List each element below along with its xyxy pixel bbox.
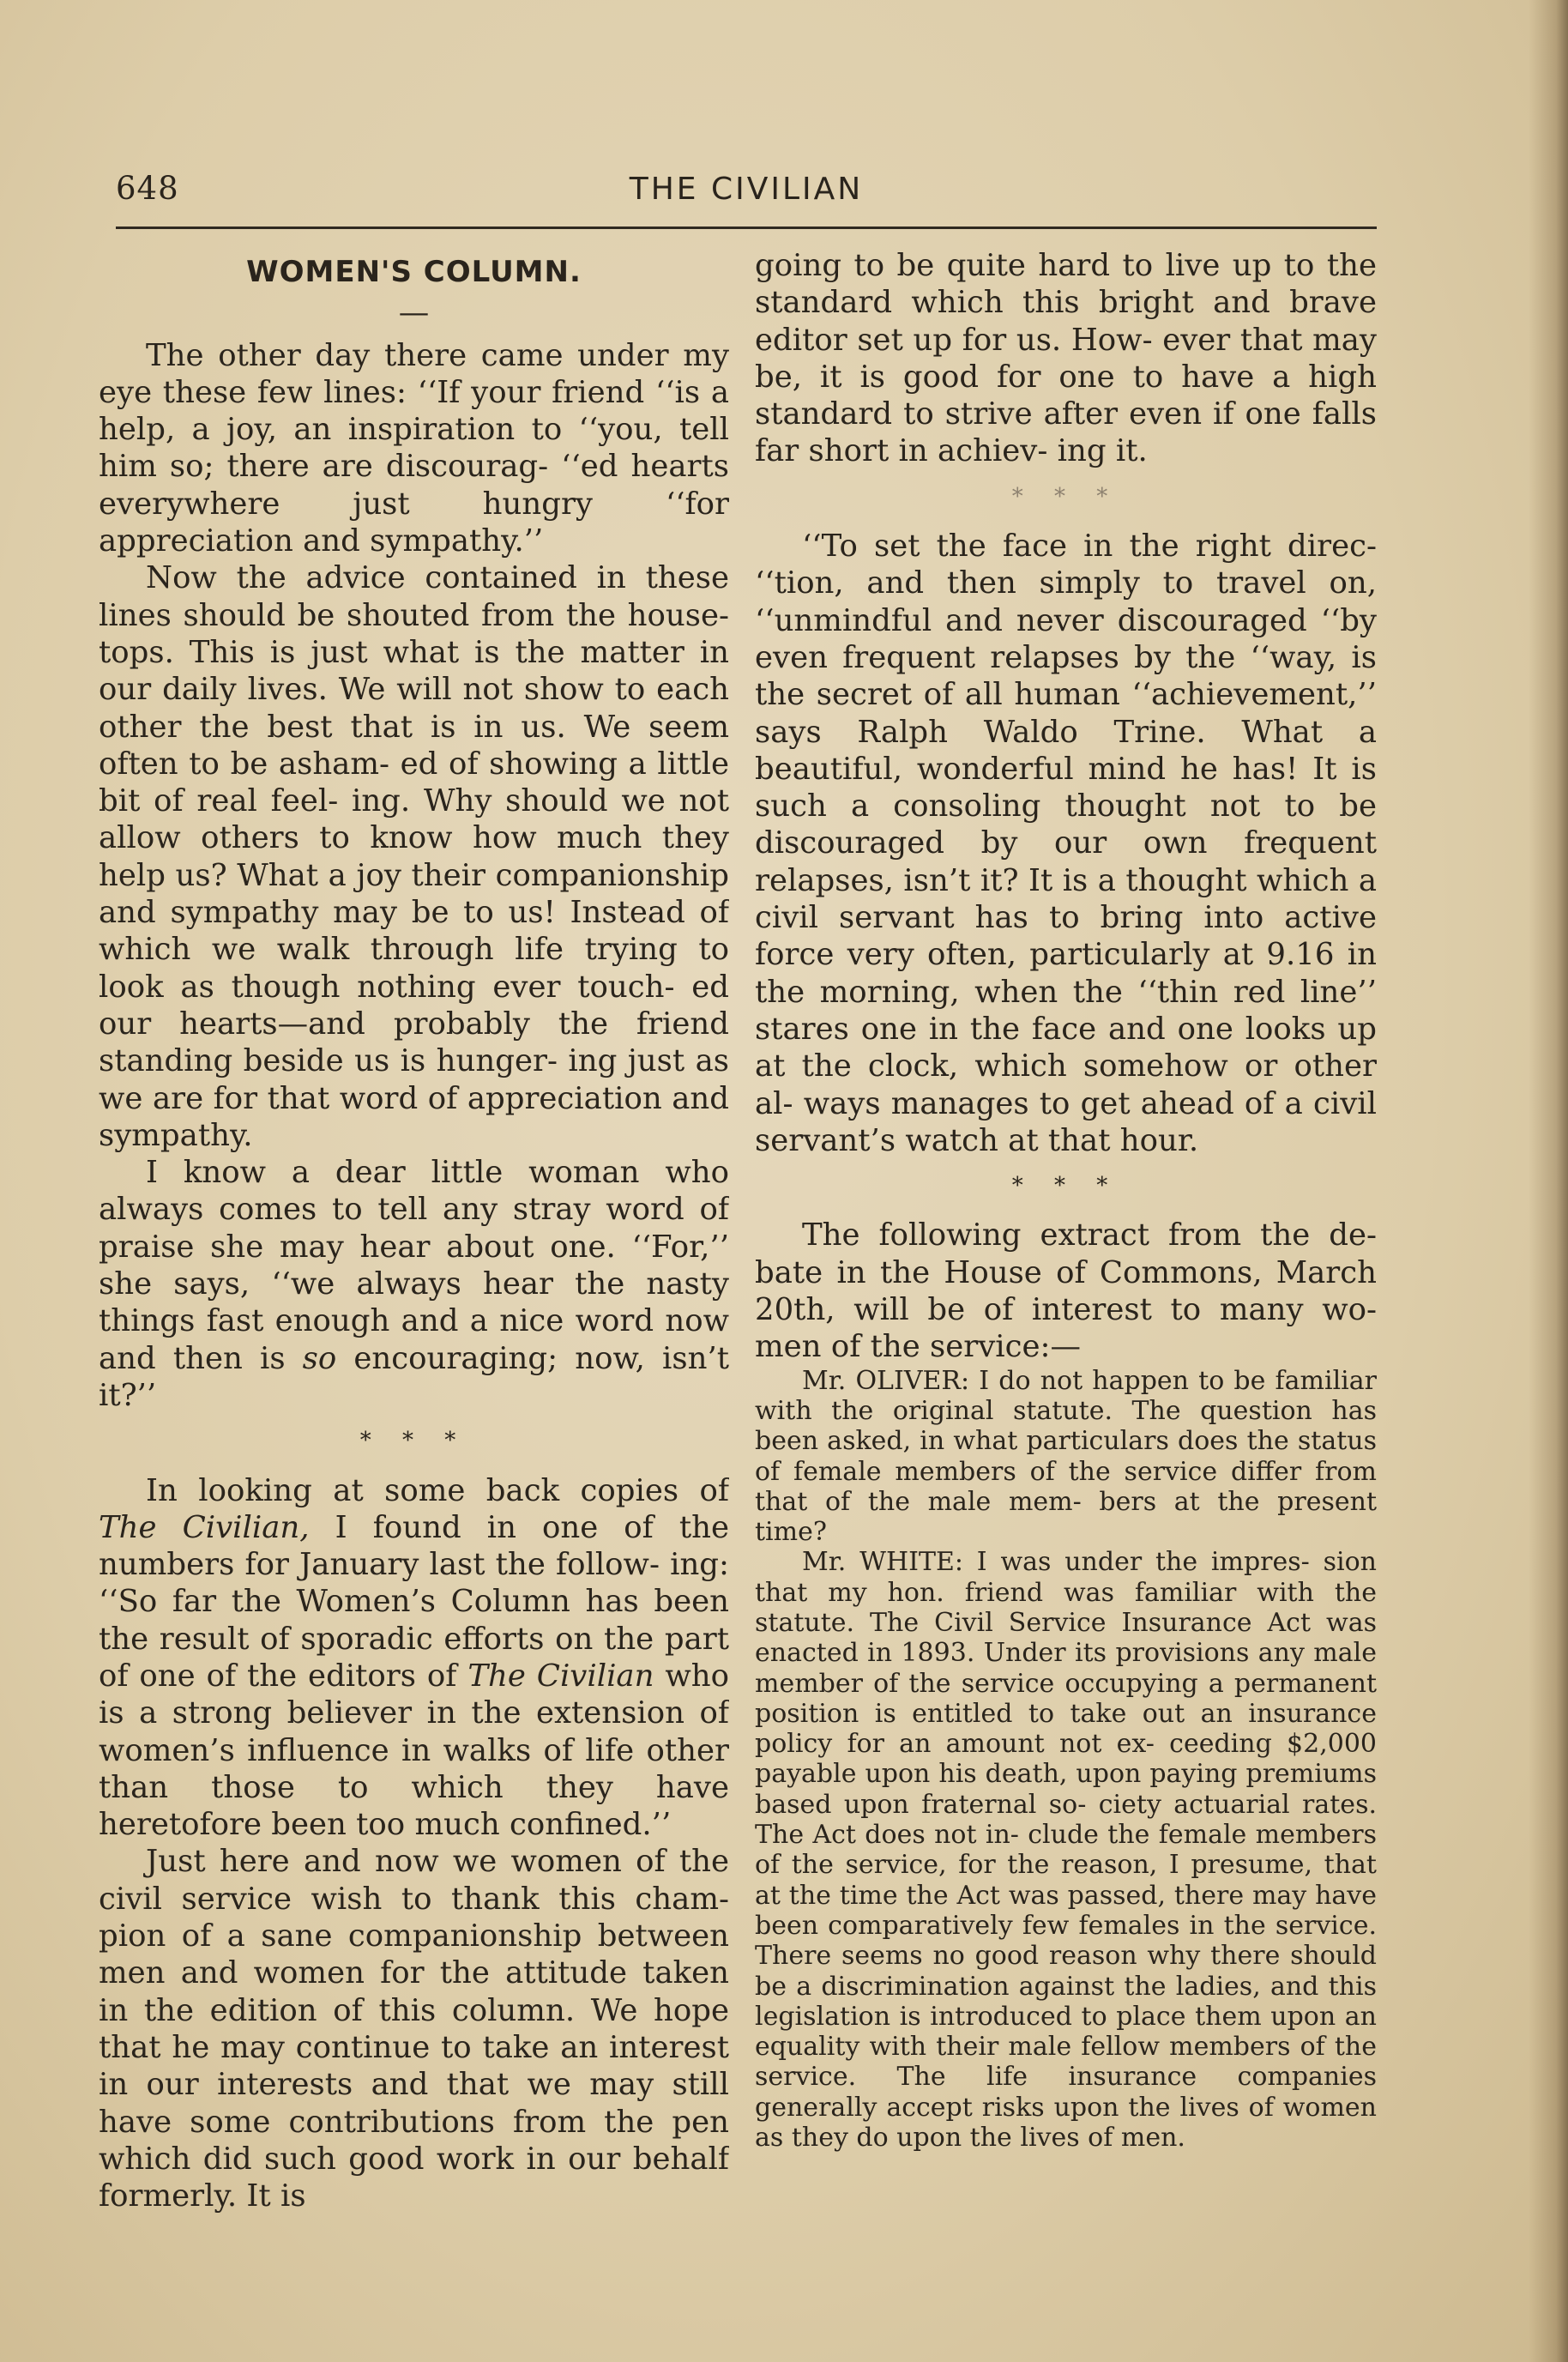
page-header [116, 170, 1377, 213]
quoted-paragraph: Mr. OLIVER: I do not happen to be familiar with the original statute. The question has been asked, in what particulars does the status of female members of the service differ from that of the male mem- bers at the present time? [755, 1365, 1377, 1548]
italic-text: The Civilian [467, 1658, 654, 1694]
italic-text: so [302, 1340, 337, 1376]
quoted-paragraph: Mr. WHITE: I was under the impres- sion that my hon. friend was familiar with the statute. The Civil Service Insurance Act was enacted in 1893. Under its provisions any male member of the service occupying a permanent position is entitled to take out an insurance policy for an amount not ex- ceeding $2,000 payable upon his death, upon paying premiums based upon fraternal so- ciety actuarial rates. The Act does not in- clude the female members of the service, for the reason, I presume, that at the time the Act was passed, there may have been comparatively few females in the service. There seems no good reason why there should be a discrimination against the ladies, and this legislation is introduced to place them upon an equality with their male fellow members of the service. The life insurance companies generally accept risks upon the lives of women as they do upon the lives of men. [755, 1547, 1377, 2154]
text-run: In looking at some back copies of [146, 1472, 729, 1508]
paragraph: Just here and now we women of the civil service wish to thank this cham- pion of a sane companionship between men and women for the attitude taken in the edition of this column. We hope that he may continue to take an interest in our interests and that we may still have some contributions from the pen which did such good work in our behalf formerly. It is [99, 1844, 729, 2214]
section-separator: * * * [359, 1428, 468, 1454]
paragraph: ‘‘To set the face in the right direc- ‘‘tion, and then simply to travel on, ‘‘unmindful and never discouraged ‘‘by even frequent relapses by the ‘‘way, is the secret of all human ‘‘achievement,’’ says Ralph Waldo Trine. What a beautiful, wonderful mind he has! It is such a consoling thought not to be discouraged by our own frequent relapses, isn’t it? It is a thought which a civil servant has to bring into active force very often, particularly at 9.16 in the morning, when the ‘‘thin red line’’ stares one in the face and one looks up at the clock, which somehow or other al- ways manages to get ahead of a civil servant’s watch at that hour. [755, 529, 1377, 1158]
section-separator: * * * [1011, 1173, 1120, 1199]
section-separator: * * * [1011, 483, 1120, 510]
text-run: who is a strong believer in the extension of women’s influence in walks of life other than those to which they have heretofore been too much confined.’’ [99, 1658, 729, 1843]
left-column [99, 247, 729, 2298]
right-column [755, 247, 1377, 2298]
column-title: WOMEN'S COLUMN. [246, 255, 582, 289]
text-run: I found in one of the numbers for January last the follow- ing: ‘‘So far the Women’s Column has been the result of sporadic efforts on the part of one of the editors of [99, 1509, 729, 1694]
paragraph: The other day there came under my eye these few lines: ‘‘If your friend ‘‘is a help, a joy, an inspiration to ‘‘you, tell him so; there are discourag- ‘‘ed hearts everywhere just hungry ‘‘for appreciation and sympathy.’’ [99, 337, 729, 559]
paragraph [99, 1154, 729, 1414]
header-rule [116, 227, 1377, 229]
italic-text: The Civilian, [99, 1509, 310, 1545]
running-title: THE CIVILIAN [629, 172, 864, 207]
text-run: I know a dear little woman who always comes to tell any stray word of praise she may hear about one. ‘‘For,’’ she says, ‘‘we always hear the nasty things fast enough and a nice word now and then is [99, 1155, 729, 1376]
paragraph: The following extract from the de- bate in the House of Commons, March 20th, will be of interest to many wo- men of the service:— [755, 1217, 1377, 1365]
paragraph: going to be quite hard to live up to the standard which this bright and brave editor set up for us. How- ever that may be, it is good for one to have a high standard to strive after even if one falls far short in achiev- ing it. [755, 248, 1377, 469]
page-edge-shadow [1529, 0, 1568, 2362]
paragraph [99, 1472, 729, 1844]
paragraph: Now the advice contained in these lines should be shouted from the house-tops. This is just what is the matter in our daily lives. We will not show to each other the best that is in us. We seem often to be asham- ed of showing a little bit of real feel- ing. Why should we not allow others to know how much they help us? What a joy their companionship and sympathy may be to us! Instead of which we walk through life trying to look as though nothing ever touch- ed our hearts—and probably the friend standing beside us is hunger- ing just as we are for that word of appreciation and sympathy. [99, 560, 729, 1153]
text-run: encouraging; now, isn’t it?’’ [99, 1340, 729, 1413]
page-number: 648 [116, 170, 179, 207]
title-dash: — [398, 295, 430, 331]
